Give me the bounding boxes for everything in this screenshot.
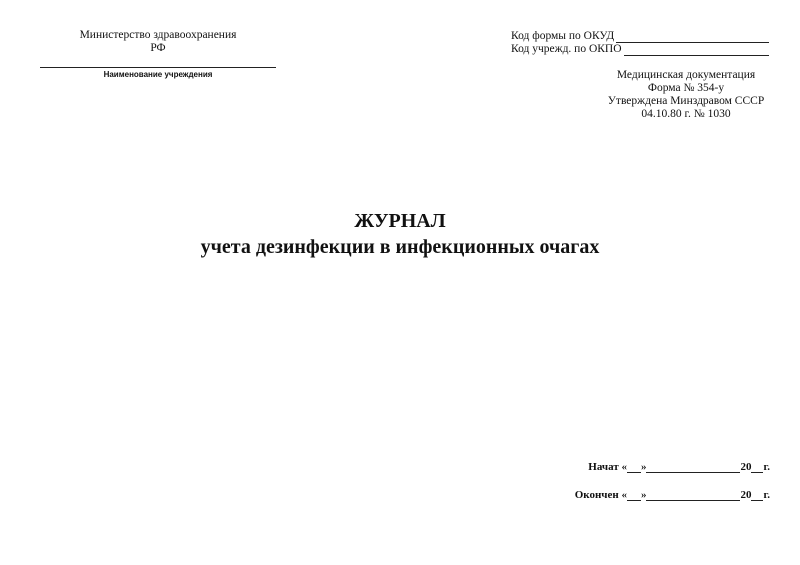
form-info-date: 04.10.80 г. № 1030: [641, 108, 731, 120]
okpo-code-row: [511, 43, 769, 56]
ended-month-line: [646, 491, 740, 501]
form-info-number: Форма № 354-у: [647, 82, 725, 94]
ended-label: Окончен «: [574, 489, 627, 501]
title-subtitle: учета дезинфекции в инфекционных очагах: [200, 236, 600, 258]
started-quote-close: »: [640, 461, 647, 473]
institution-name-line: [40, 67, 276, 68]
okud-code-row: [511, 30, 769, 43]
ended-year-prefix: 20: [740, 489, 752, 501]
started-month-line: [646, 463, 740, 473]
ended-day-line: [627, 491, 641, 501]
ministry-block: [40, 29, 276, 55]
ended-year-suffix: г.: [763, 489, 770, 501]
started-year-suffix: г.: [763, 461, 770, 473]
ministry-name: Министерство здравоохранения: [79, 29, 237, 41]
form-info-approved: Утверждена Минздравом СССР: [607, 95, 765, 107]
okud-fill-line: [616, 32, 769, 43]
started-year-prefix: 20: [740, 461, 752, 473]
form-info-doc-type: Медицинская документация: [616, 69, 756, 81]
page-title: [0, 208, 800, 260]
started-label: Начат «: [588, 461, 627, 473]
started-date-row: [560, 461, 770, 473]
ended-year-line: [751, 491, 763, 501]
okpo-label: Код учрежд. по ОКПО: [511, 43, 622, 55]
okud-label: Код формы по ОКУД: [511, 30, 615, 42]
title-journal: ЖУРНАЛ: [354, 210, 446, 232]
okpo-fill-line: [624, 45, 769, 56]
ended-quote-close: »: [640, 489, 647, 501]
started-day-line: [627, 463, 641, 473]
institution-caption: Наименование учреждения: [103, 70, 213, 79]
ministry-country: РФ: [150, 42, 166, 54]
form-info-block: [590, 69, 782, 121]
ended-date-row: [560, 489, 770, 501]
started-year-line: [751, 463, 763, 473]
